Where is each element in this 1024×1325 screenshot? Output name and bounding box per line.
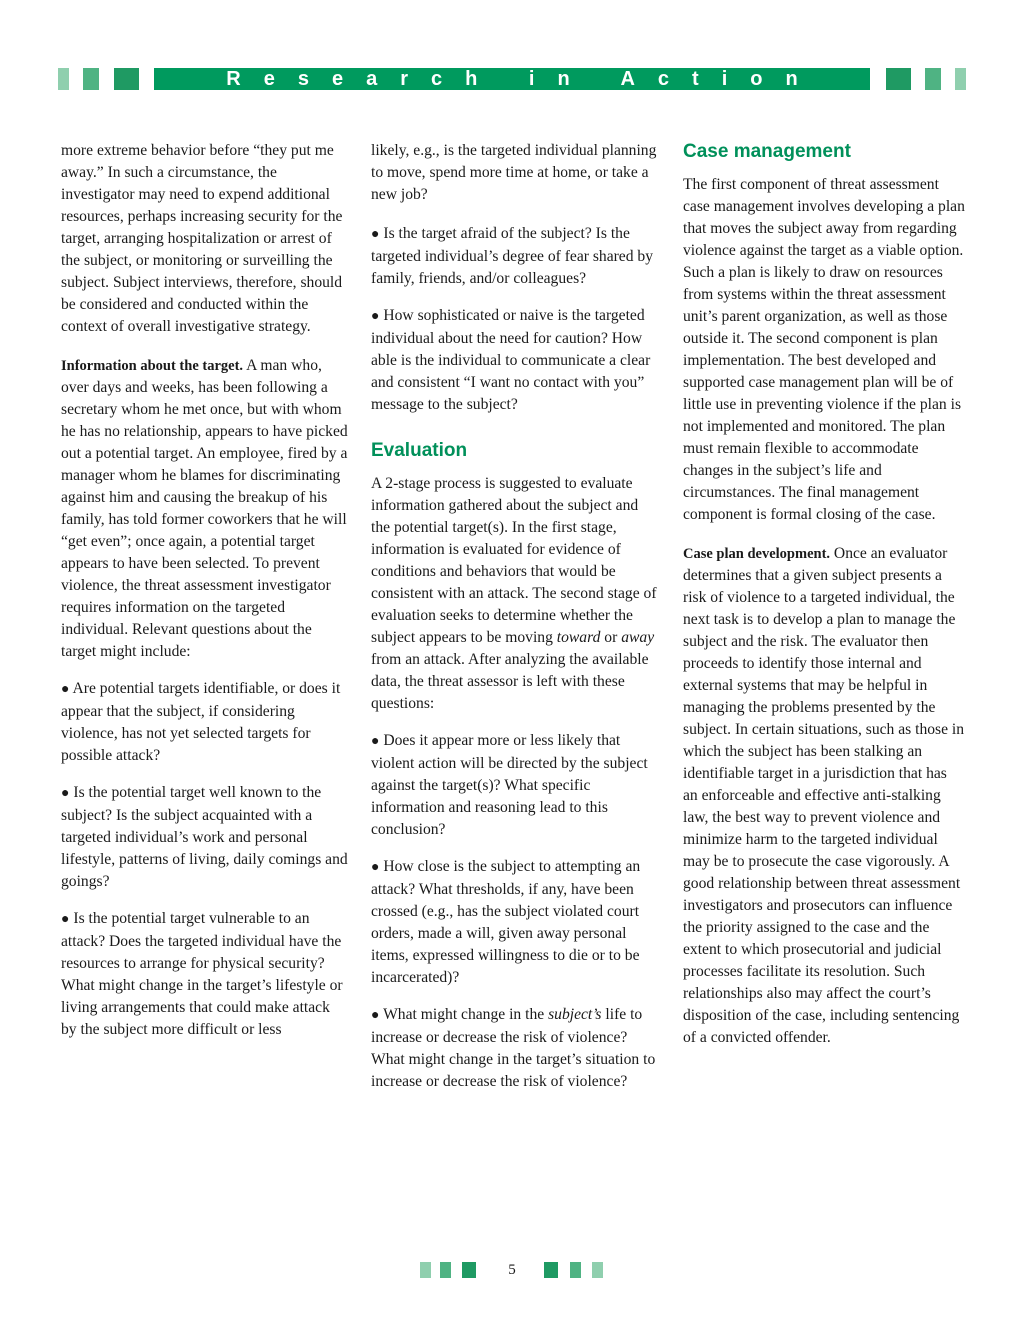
bullet-icon: ● <box>61 786 70 801</box>
bullet-text: Is the potential target vulnerable to an attack? Does the targeted individual have the resources to arrange for physical security? What might change in the target’s lifestyle or living arrangements that could make attack by the subject more difficult or less <box>61 910 343 1038</box>
paragraph: likely, e.g., is the targeted individual planning to move, spend more time at home, or take a new job? <box>371 142 657 203</box>
paragraph-text: from an attack. After analyzing the available data, the threat assessor is left with these questions: <box>371 651 649 712</box>
banner-square-decoration <box>925 68 941 90</box>
bullet-item <box>371 730 661 841</box>
footer-square-decoration <box>420 1262 431 1278</box>
run-in-heading: Case plan development. <box>683 546 831 562</box>
banner-title: Research in Action <box>226 67 821 90</box>
paragraph <box>61 355 349 663</box>
footer-square-decoration <box>570 1262 581 1278</box>
paragraph: more extreme behavior before “they put me away.” In such a circumstance, the investigator may need to expend additional resources, perhaps increasing security for the target, arranging hospitalization or arrest of the subject, or monitoring or surveilling the subject. Subject interviews, therefore, should be considered and conducted within the context of overall investigative strategy. <box>61 142 343 335</box>
footer-square-decoration <box>544 1262 558 1278</box>
bullet-item <box>371 1004 661 1093</box>
bullet-icon: ● <box>371 1008 380 1023</box>
bullet-text: life to increase or decrease the risk of violence? What might change in the target’s situation to increase or decrease the risk of violence? <box>371 1006 656 1090</box>
bullet-text: Is the target afraid of the subject? Is the targeted individual’s degree of fear shared by family, friends, and/or colleagues? <box>371 225 654 287</box>
paragraph-text: Once an evaluator determines that a given subject presents a risk of violence to a targeted individual, the next task is to develop a plan to manage the subject and the risk. The evaluator then proceeds to identify those internal and external systems that may be helpful in managing the problems presented by the subject. In certain situations, such as those in which the subject has been stalking an identifiable target in a jurisdiction that has an enforceable and effective anti-stalking law, the best way to prevent violence and minimize harm to the targeted individual may be to prosecute the case vigorously. A good relationship between threat assessment investigators and prosecutors can influence the priority assigned to the case and the extent to which prosecutorial and judicial processes facilitate its resolution. Such relationships also may affect the court’s disposition of the case, including sentencing of a convicted offender. <box>683 545 965 1046</box>
bullet-text: Does it appear more or less likely that violent action will be directed by the subject against the target(s)? What specific information and reasoning lead to this conclusion? <box>371 732 648 838</box>
bullet-icon: ● <box>61 912 70 927</box>
paragraph: The first component of threat assessment case management involves developing a plan that moves the subject away from regarding violence against the target as a viable option. Such a plan is likely to draw on resources from systems within the threat assessment unit’s parent organization, as well as those outside it. The second component is plan implementation. The best developed and supported case management plan will be of little use in preventing violence if the plan is not implemented and monitored. The plan must remain flexible to accommodate changes in the subject’s life and circumstances. The final management component is formal closing of the case. <box>683 176 965 523</box>
bullet-text: How close is the subject to attempting an attack? What thresholds, if any, have been crossed (e.g., has the subject violated court orders, made a will, given away personal items, expressed willingness to die or to be incarcerated)? <box>371 858 641 986</box>
section-heading-case-management: Case management <box>683 141 851 162</box>
bullet-text: Is the potential target well known to the subject? Is the subject acquainted with a targeted individual’s work and personal lifestyle, patterns of living, daily comings and goings? <box>61 784 348 890</box>
bullet-icon: ● <box>371 860 380 875</box>
footer-square-decoration <box>440 1262 451 1278</box>
banner-square-decoration <box>114 68 139 90</box>
paragraph-text: or <box>600 629 622 646</box>
banner-square-decoration <box>83 68 99 90</box>
bullet-item <box>371 223 661 290</box>
bullet-item <box>371 856 661 989</box>
column-3 <box>683 140 965 1064</box>
run-in-heading: Information about the target. <box>61 358 244 374</box>
bullet-icon: ● <box>371 734 380 749</box>
bullet-item <box>61 908 349 1041</box>
banner-square-decoration <box>955 68 966 90</box>
column-2 <box>371 140 661 1108</box>
footer-square-decoration <box>592 1262 603 1278</box>
bullet-item <box>61 782 349 893</box>
bullet-icon: ● <box>371 309 380 324</box>
emphasis-text: toward <box>556 629 601 646</box>
bullet-icon: ● <box>371 227 380 242</box>
bullet-text: Are potential targets identifiable, or does it appear that the subject, if considering violence, has not yet selected targets for possible attack? <box>61 680 341 764</box>
banner-square-decoration <box>886 68 911 90</box>
paragraph <box>371 473 661 715</box>
banner-bar <box>154 68 870 90</box>
paragraph <box>683 543 965 1049</box>
header-banner <box>0 68 1024 90</box>
bullet-text: How sophisticated or naive is the targeted individual about the need for caution? How able is the individual to communicate a clear and consistent “I want no contact with you” message to the subject? <box>371 307 651 413</box>
column-1 <box>61 140 349 1056</box>
bullet-icon: ● <box>61 682 70 697</box>
footer-square-decoration <box>462 1262 476 1278</box>
page-footer <box>0 1262 1024 1278</box>
bullet-text: What might change in the <box>383 1006 549 1023</box>
page-number: 5 <box>508 1262 516 1278</box>
paragraph-text: A 2-stage process is suggested to evaluate information gathered about the subject and the potential target(s). In the first stage, information is evaluated for evidence of conditions and behaviors that would be consistent with an attack. The second stage of evaluation seeks to determine whether the subject appears to be moving <box>371 475 657 646</box>
bullet-item <box>61 678 349 767</box>
section-heading-evaluation: Evaluation <box>371 440 468 461</box>
paragraph-text: A man who, over days and weeks, has been following a secretary whom he met once, but with whom he has no relationship, appears to have picked out a potential target. An employee, fired by a manager whom he blames for discriminating against him and causing the breakup of his family, has told former coworkers that he will “get even”; once again, a potential target appears to have been selected. To prevent violence, the threat assessment investigator requires information on the targeted individual. Relevant questions about the target might include: <box>61 357 348 660</box>
emphasis-text: away <box>621 629 655 646</box>
emphasis-text: subject’s <box>548 1006 602 1023</box>
banner-square-decoration <box>58 68 69 90</box>
bullet-item <box>371 305 661 416</box>
